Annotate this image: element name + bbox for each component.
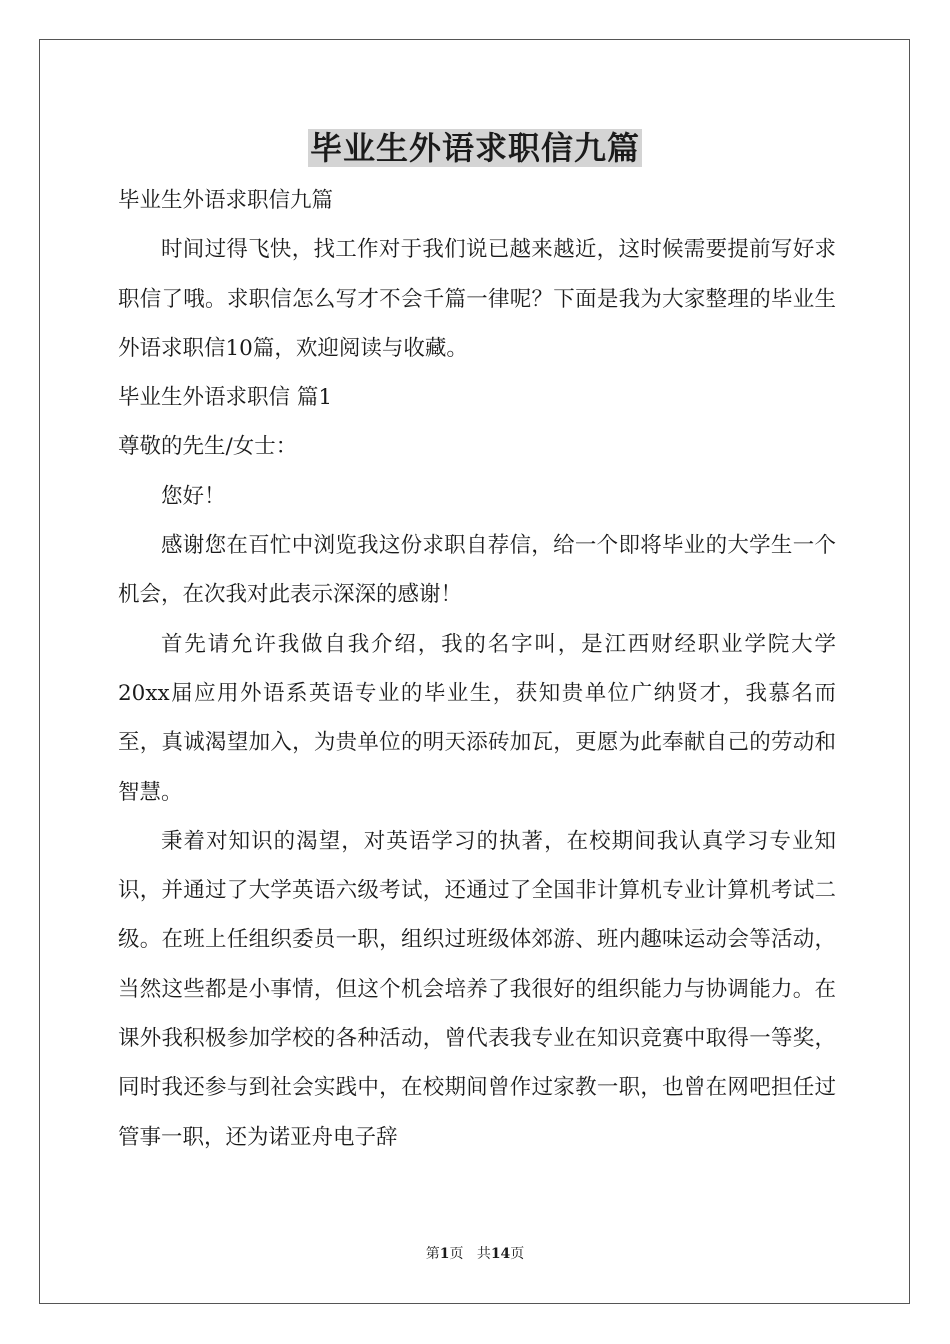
document-title-text: 毕业生外语求职信九篇: [309, 129, 640, 167]
paragraph: 秉着对知识的渴望，对英语学习的执著，在校期间我认真学习专业知识，并通过了大学英语六级考试，还通过了全国非计算机专业计算机考试二级。在班上任组织委员一职，组织过班级体郊游、班内趣味运动会等活动，当然这些都是小事情，但这个机会培养了我很好的组织能力与协调能力。在课外我积极参加学校的各种活动，曾代表我专业在知识竞赛中取得一等奖，同时我还参与到社会实践中，在校期间曾作过家教一职，也曾在网吧担任过管事一职，还为诺亚舟电子辞: [118, 828, 836, 1150]
total-unit: 页: [510, 1246, 525, 1262]
paragraph: 毕业生外语求职信九篇: [118, 188, 334, 213]
section-heading: 毕业生外语求职信 篇1: [118, 385, 333, 411]
document-body: [118, 176, 836, 1162]
page-number: 1: [439, 1246, 450, 1262]
page-unit: 页: [449, 1246, 464, 1262]
greeting: 您好！: [161, 483, 226, 509]
document-title: [0, 126, 950, 170]
page-footer: [0, 1244, 950, 1264]
page-prefix: 第: [425, 1246, 440, 1262]
paragraph: 时间过得飞快，找工作对于我们说已越来越近，这时候需要提前写好求职信了哦。求职信怎么写才不会千篇一律呢？下面是我为大家整理的毕业生外语求职信10篇，欢迎阅读与收藏。: [118, 237, 836, 361]
paragraph: 感谢您在百忙中浏览我这份求职自荐信，给一个即将毕业的大学生一个机会，在次我对此表示深深的感谢！: [118, 533, 836, 608]
salutation: 尊敬的先生/女士：: [118, 434, 298, 460]
total-pages: 14: [490, 1246, 511, 1262]
total-prefix: 共: [476, 1246, 491, 1262]
paragraph: 首先请允许我做自我介绍，我的名字叫，是江西财经职业学院大学20xx届应用外语系英语专业的毕业生，获知贵单位广纳贤才，我慕名而至，真诚渴望加入，为贵单位的明天添砖加瓦，更愿为此奉献自己的劳动和智慧。: [118, 631, 836, 805]
